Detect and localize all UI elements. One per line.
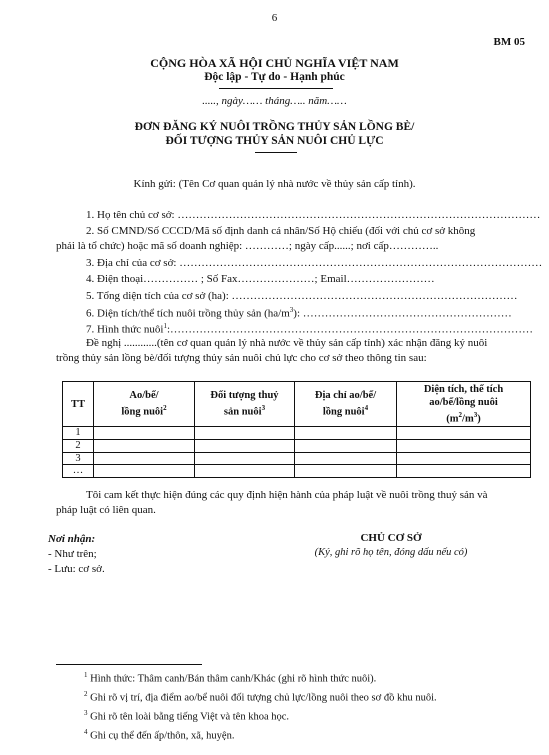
cell-address[interactable] bbox=[295, 465, 397, 478]
footnote-separator bbox=[56, 664, 202, 665]
footnote-text: Ghi rõ tên loài bằng tiếng Việt và tên khoa học. bbox=[87, 711, 290, 723]
field-farming-form-tail: :……………………………………………………………………………………… bbox=[166, 323, 534, 336]
cell-species[interactable] bbox=[195, 427, 295, 440]
field-id-number-line1: 2. Số CMND/Số CCCD/Mã số định danh cá nhân/Số Hộ chiếu (đối với chủ cơ sở không bbox=[86, 225, 476, 237]
header-area-sup1: 2 bbox=[458, 410, 463, 419]
cell-species[interactable] bbox=[195, 452, 295, 465]
field-id-number-line2: phải là tổ chức) hoặc mã số doanh nghiệp: …………; ngày cấp......; nơi cấp………….. bbox=[56, 239, 439, 252]
header-species-l1: Đối tượng thuỷ bbox=[210, 390, 279, 402]
signature-note: (Ký, ghi rõ họ tên, đóng dấu nếu có) bbox=[314, 547, 468, 558]
cell-area[interactable] bbox=[397, 452, 531, 465]
header-address-l1: Địa chỉ ao/bể/ bbox=[314, 390, 377, 402]
footnote-text: Hình thức: Thâm canh/Bán thâm canh/Khác (ghi rõ hình thức nuôi). bbox=[87, 673, 377, 685]
header-area-l1: Diện tích, thể tích bbox=[423, 383, 504, 395]
title-underline bbox=[255, 152, 297, 153]
cell-pond[interactable] bbox=[94, 439, 195, 452]
footnote-text: Ghi cụ thể đến ấp/thôn, xã, huyện. bbox=[87, 730, 235, 742]
header-pond-sup: 2 bbox=[163, 404, 167, 413]
field-farming-area-tail: ): ………………………………………………… bbox=[293, 307, 512, 320]
field-id-number bbox=[56, 224, 527, 253]
cell-pond[interactable] bbox=[94, 452, 195, 465]
row-number: … bbox=[63, 465, 94, 478]
header-species-l2: sản nuôi bbox=[223, 406, 262, 418]
header-area-l2: ao/bể/lồng nuôi bbox=[429, 396, 498, 408]
request-line1: Đề nghị ............(tên cơ quan quản lý nhà nước về thủy sản cấp tỉnh) xác nhận đăng ký nuôi bbox=[86, 337, 488, 349]
header-address-l2: lồng nuôi bbox=[322, 406, 365, 418]
cell-pond[interactable] bbox=[94, 465, 195, 478]
signature-title: CHỦ CƠ SỞ bbox=[360, 532, 422, 544]
field-farming-form-sup: 1 bbox=[163, 322, 167, 330]
commitment-paragraph bbox=[56, 488, 527, 517]
footnote-number: 4 bbox=[84, 728, 88, 736]
row-number: 3 bbox=[63, 452, 94, 465]
header-area-l3b: /m bbox=[462, 413, 474, 425]
footnote-number: 3 bbox=[84, 709, 88, 717]
table-row bbox=[63, 452, 531, 465]
nation-header: CỘNG HÒA XÃ HỘI CHỦ NGHĨA VIỆT NAM bbox=[150, 56, 399, 70]
footnote-text: Ghi rõ vị trí, địa điểm ao/bể nuôi đối tượng chủ lực/lồng nuôi theo sơ đồ khu nuôi. bbox=[87, 692, 437, 704]
cell-address[interactable] bbox=[295, 439, 397, 452]
header-pond bbox=[94, 382, 195, 427]
footnote-1 bbox=[84, 671, 376, 685]
field-owner-name: 1. Họ tên chủ cơ sở: ……………………………………………………………………………………… bbox=[86, 209, 541, 221]
table-row bbox=[63, 465, 531, 478]
date-line: ....., ngày…… tháng….. năm…… bbox=[202, 95, 347, 107]
header-address bbox=[295, 382, 397, 427]
table-row bbox=[63, 439, 531, 452]
field-contact: 4. Điện thoại…………… ; Số Fax…………………; Email…………………… bbox=[86, 273, 435, 285]
form-title-line2: ĐỐI TƯỢNG THỦY SẢN NUÔI CHỦ LỰC bbox=[165, 135, 384, 147]
header-area-l3a: (m bbox=[446, 413, 459, 425]
header-area-sup2: 3 bbox=[473, 410, 478, 419]
field-farming-form-text: 7. Hình thức nuôi bbox=[86, 323, 164, 336]
registration-table bbox=[62, 381, 531, 478]
header-tt: TT bbox=[63, 382, 94, 427]
cell-species[interactable] bbox=[195, 465, 295, 478]
row-number: 2 bbox=[63, 439, 94, 452]
footnote-4 bbox=[84, 728, 234, 742]
cell-address[interactable] bbox=[295, 452, 397, 465]
header-address-sup: 4 bbox=[364, 404, 369, 413]
header-species-sup: 3 bbox=[261, 404, 266, 413]
footnote-3 bbox=[84, 709, 289, 723]
form-code: BM 05 bbox=[493, 36, 525, 48]
header-area bbox=[397, 382, 531, 427]
commitment-line1: Tôi cam kết thực hiện đúng các quy định hiện hành của pháp luật về nuôi trồng thuỷ sản và bbox=[86, 489, 488, 501]
cell-species[interactable] bbox=[195, 439, 295, 452]
recipients-title: Nơi nhận: bbox=[48, 533, 96, 545]
field-farming-form bbox=[86, 322, 533, 336]
form-title-line1: ĐƠN ĐĂNG KÝ NUÔI TRỒNG THỦY SẢN LỒNG BÈ/ bbox=[134, 121, 415, 133]
recipient-item: - Như trên; bbox=[48, 548, 97, 560]
field-total-area: 5. Tổng diện tích của cơ sở (ha): …………………………………………………………………… bbox=[86, 290, 518, 302]
cell-pond[interactable] bbox=[94, 427, 195, 440]
row-number: 1 bbox=[63, 427, 94, 440]
footnote-number: 1 bbox=[84, 671, 88, 679]
motto-underline bbox=[219, 88, 333, 89]
cell-area[interactable] bbox=[397, 439, 531, 452]
addressee: Kính gửi: (Tên Cơ quan quản lý nhà nước về thủy sản cấp tỉnh). bbox=[133, 178, 416, 190]
page-number: 6 bbox=[271, 12, 278, 24]
field-farming-area-text: 6. Diện tích/thể tích nuôi trồng thủy sản (ha/m bbox=[86, 307, 290, 320]
footnote-number: 2 bbox=[84, 690, 88, 698]
table-row bbox=[63, 427, 531, 440]
motto: Độc lập - Tự do - Hạnh phúc bbox=[204, 71, 345, 83]
header-pond-l1: Ao/bể/ bbox=[129, 390, 159, 402]
cell-address[interactable] bbox=[295, 427, 397, 440]
header-area-l3c: ) bbox=[477, 413, 481, 425]
header-species bbox=[195, 382, 295, 427]
request-line2: trồng thủy sản lồng bè/đối tượng thủy sản nuôi chủ lực cho cơ sở theo thông tin sau: bbox=[56, 351, 427, 364]
cell-area[interactable] bbox=[397, 465, 531, 478]
field-farming-area bbox=[86, 306, 512, 320]
commitment-line2: pháp luật có liên quan. bbox=[56, 503, 156, 516]
footnote-2 bbox=[84, 690, 437, 704]
header-pond-l2: lồng nuôi bbox=[121, 406, 164, 418]
field-farming-area-sup: 3 bbox=[289, 306, 294, 314]
field-facility-address: 3. Địa chỉ của cơ sở: ……………………………………………………………………………………… bbox=[86, 257, 543, 269]
request-paragraph bbox=[56, 336, 527, 365]
cell-area[interactable] bbox=[397, 427, 531, 440]
recipient-item: - Lưu: cơ sở. bbox=[48, 563, 105, 575]
table-header-row bbox=[63, 382, 531, 427]
